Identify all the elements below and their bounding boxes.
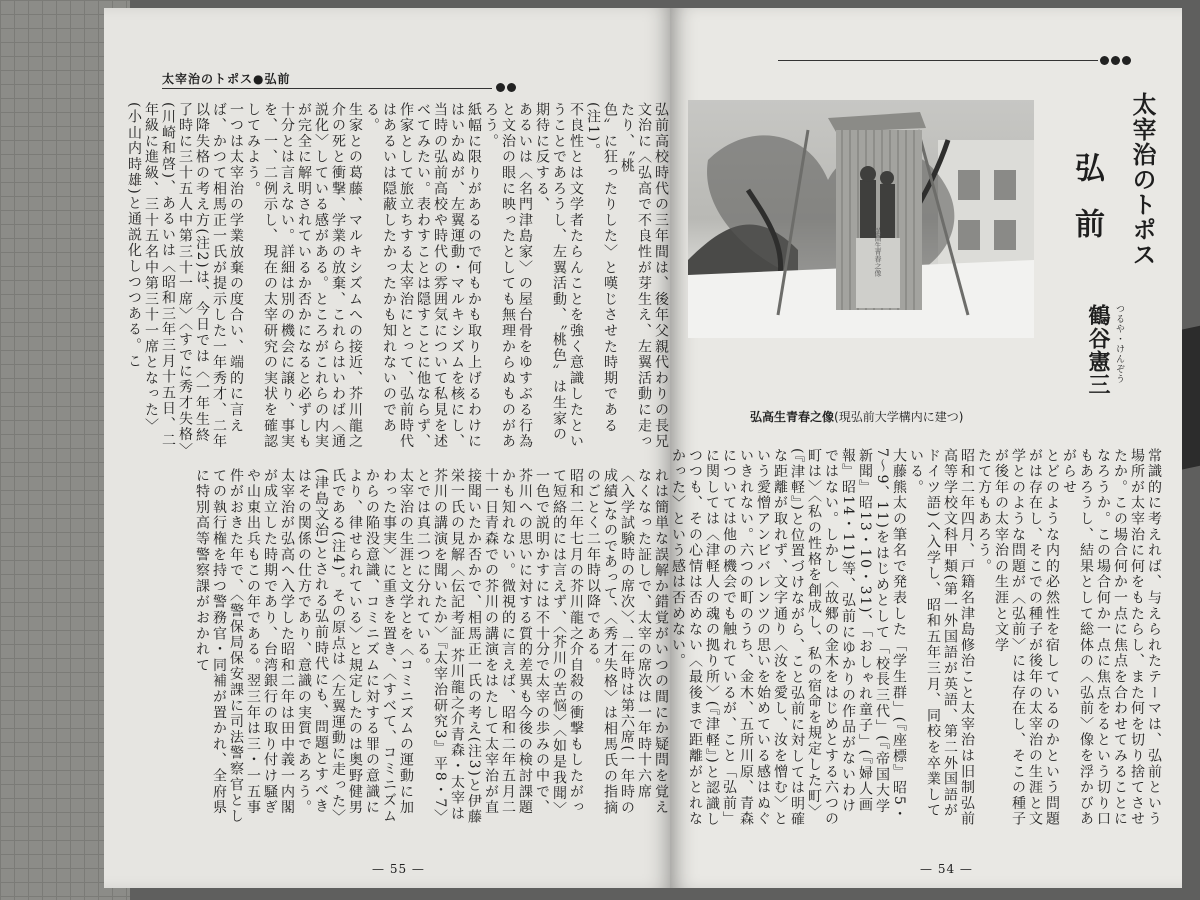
paragraph: 常識的に考えれば、与えられたテーマは、弘前という場所が太宰治に何をもたらし、また何を切り捨てさせたか。この場合何か一点に焦点を合わせてみることになろうか。この場合何か一点に焦点をるという切り口もあろうし、結果として総体の〈弘前〉像を浮かびあがらせ — [1061, 448, 1162, 828]
building-window — [958, 220, 980, 250]
ornament-dots — [1100, 56, 1134, 66]
paragraph: 紙幅に限りがあるので何もかも取り上げるわけにはいかぬが、左翼運動・マルキシズムを核にし、当時の弘前高校や時代の雰囲気について私見を述べてみたい。表わすことは隠すことに他ならず、作家として旅立ちする太宰治にとって、弘前時代はあるいは隠蔽したかったかも知れないのである。 — [364, 102, 482, 450]
statue-figure-head — [860, 166, 876, 182]
article-title-block — [1050, 88, 1166, 408]
paragraph: 不良性とは文学者たらんことを強く意識したということであろうし、左翼活動、〝桃色〟は生家の期待に反する、 — [534, 102, 584, 450]
shelter-roof — [828, 112, 926, 132]
left-page — [104, 8, 670, 888]
paragraph: 生家との葛藤、マルキシズムへの接近、芥川龍之介の死と衝撃、学業の放棄、これらはいわば〈通説化〉している感がある。ところがこれらの内実が完全に解明されているか否かになると必ずしも十分とは言えない。詳細は別の機会に譲り、事実を、一、二例示し、現在の太宰研究の実状を確認してみよう。 — [245, 102, 363, 450]
building-window — [994, 220, 1016, 250]
paragraph: たて方もあろう。 — [976, 448, 992, 575]
statue-photo — [688, 100, 1034, 338]
paragraph: 太宰治の生涯と文学とを〈コミニズムの運動に加わった事実〉に重きを置き、〈すべて、コミニズムからの陥没意識、コミニズムに対する罪の意識により、律せられている〉と規定したのは奥野健男氏である(注4)。その原点は〈左翼運動に走った〉(津島文治)とされる弘前時代にも、問題とすべきはその関係の仕方であり、意識の実質であろう。 — [296, 468, 414, 826]
photo-caption-title: 弘高生青春之像 — [750, 410, 835, 424]
photo-caption-note: (現弘前大学構内に建つ) — [834, 410, 964, 424]
photo-caption — [750, 408, 963, 426]
paragraph: 太宰治が弘高へ入学した昭和二年は田中義一内閣が成立した時期であり、台湾銀行の取り付け騒ぎや山東出兵もこの年である。翌三年は三・一五事件がおきた年で、〈警保局保安課に司法警察官としての執行権を持つ警務官・同補が置かれ、全府県に特別高等警察課がおかれて — [194, 468, 295, 825]
paragraph: 色〟に狂ったりした〉と嘆じさせた時期である(注1)。 — [585, 102, 618, 434]
paragraph: 弘前高校時代の三年間は、後年父親代わりの長兄文治に〈弘高で不良性が芽生え、左翼活動に走ったり、〝桃 — [619, 102, 669, 450]
body-text-bottom-tier — [164, 468, 669, 826]
running-head-rule — [162, 88, 492, 89]
page-number: — 54 — — [920, 862, 973, 876]
statue-figure-head — [880, 171, 894, 185]
paragraph: 一つは太宰治の学業放棄の度合い、端的に言えば、かつて相馬正一氏が提示した一年秀才、二年以降失格の考え方(注2)は、今日では〈一年生終了時に三十五人中第三十一席〉〈すでに秀才失格〉(川崎和啓)、あるいは〈昭和三年三月十五日、二年級に進級、三十五名中第三十一席となった〉(小山内時雄)と通説化しつつある。こ — [126, 102, 244, 452]
running-head: 太宰治のトポス●弘前 — [162, 72, 291, 86]
paragraph: とどのような内的必然性を宿しているのかという問題がは存在し、そこでの種子が後年の太宰治の生涯と文学とのような問題が〈弘前〉には存在し、そこの種子が後年の太宰治の生涯と文学 — [993, 448, 1060, 828]
body-text-top-tier — [126, 102, 669, 452]
paragraph: 昭和二年四月、戸籍名津島修治こと太宰治は旧制弘前高等学校文科甲類(第一外国語が英語、第二外国語がドイツ語)へ入学し、昭和五年三月、同校を卒業している。 — [908, 448, 975, 828]
series-title: 太宰治のトポス — [1128, 92, 1156, 267]
plinth-inscription: 弘高生青春之像 — [874, 227, 882, 277]
paragraph: 昭和二年七月の芥川龍之介自殺の衝撃もしたがって短絡的には言えず、〈芥川の苦悩〉〈如是我聞〉一色で説明かすには不十分で太宰の歩みの中で、芥川への思いに対する質的差異も今後の検討課題かも知れない。微視的に言えば、昭和二年五月二十一日青森での芥川の講演をはたして太宰治が直接聞いたか否かで、相馬正一氏の考え(注3)と伊藤栄一氏の見解〈伝記考証 芥川龍之介青森・太宰は芥川の講演を聞いたか〉『太宰治研究3』平8・7〉とでは真二つに分れている。 — [415, 468, 584, 826]
article-title: 弘前 — [1069, 152, 1104, 264]
statue-figure — [880, 184, 895, 238]
building-window — [958, 170, 980, 200]
building-window — [994, 170, 1016, 200]
paragraph: あるいは〈名門津島家〉の屋台骨をゆすぶる行為と文治の眼に映ったとしても無理からぬものがあろう。 — [483, 102, 533, 450]
author-name: 鶴谷憲三 — [1085, 304, 1111, 396]
body-text-right — [670, 448, 1162, 828]
ornament-dots — [496, 83, 518, 93]
paragraph: れは簡単な誤解か錯覚がいつの間にか疑問を覚えなくなった証しで、太宰の席次は一年時十六席〈入学試験時の席次〉、二年時は第六席(一年時の成績)なのであって、〈秀才失格〉は相馬氏の指摘のごとく二年時以降である。 — [585, 468, 669, 816]
running-head-rule — [778, 60, 1098, 61]
paragraph: 大藤熊太の筆名で発表した「学生群」(『座標』昭5・7〜9、11)をはじめとして「校長三代」(『帝国大学新聞』昭13・10・31)、「おしゃれ童子」(『婦人画報』昭14・11)等、弘前にゆかりの作品がないわけではない。しかし〈故郷の金木をはじめとする六つの町は〉〈私の性格を創成し、私の宿命を規定した町〉(『津軽』)と位置づけながら、こと弘前に対しては明確な距離が取れず、文字通り〈汝を愛し、汝を憎む〉という愛憎アンビバレンツの思いを始めている感はぬぐいきれない。六つの町のうち、金木、五所川原、青森については他の機会でも触れているが、こと「弘前」に関しては〈津軽人の魂の拠り所〉(『津軽』)と認識しつつも、その心情は否めない〈最後まで距離がとれなかった〉という感は否めない。 — [670, 448, 907, 828]
statue-photo-illustration — [688, 100, 1034, 338]
right-page — [670, 8, 1182, 888]
page-number: — 55 — — [372, 862, 425, 876]
author-reading: つるや・けんぞう — [1114, 304, 1124, 384]
